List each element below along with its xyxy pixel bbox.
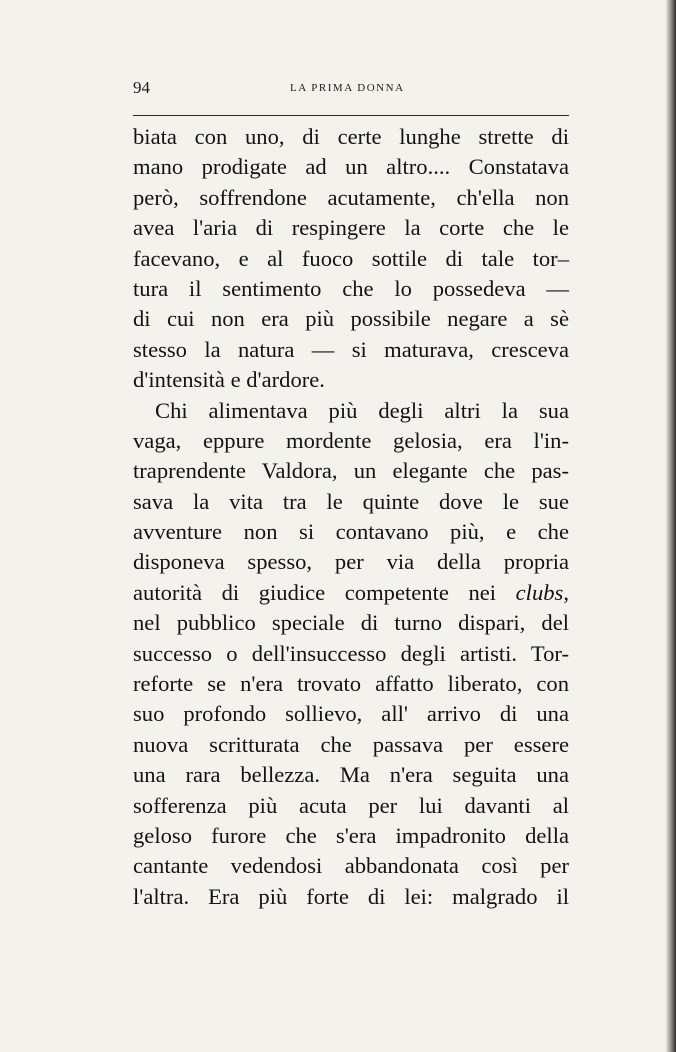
- text-line: sava la vita tra le quinte dove le sue: [133, 488, 569, 514]
- text-line: l'altra. Era più forte di lei: malgrado il: [133, 883, 569, 909]
- italic-word: clubs: [515, 579, 564, 605]
- text-line: nuova scritturata che passava per essere: [133, 731, 569, 757]
- text-line: di cui non era più possibile negare a sè: [133, 306, 569, 332]
- header-rule: [133, 115, 569, 116]
- text-line: vaga, eppure mordente gelosia, era l'in-: [133, 427, 569, 453]
- page-number: 94: [133, 78, 150, 97]
- text-line: reforte se n'era trovato affatto liberato, con: [133, 671, 569, 697]
- text-line: tura il sentimento che lo possedeva —: [133, 275, 569, 301]
- page-edge-shadow: [666, 0, 676, 1052]
- body-text: [133, 122, 569, 912]
- text-line: facevano, e al fuoco sottile di tale tor–: [133, 245, 569, 271]
- text-line: avea l'aria di respingere la corte che le: [133, 215, 569, 241]
- running-title: LA PRIMA DONNA: [290, 82, 405, 94]
- text-line: d'intensità e d'ardore.: [133, 367, 325, 393]
- text-line: una rara bellezza. Ma n'era seguita una: [133, 762, 569, 788]
- text-line: Chi alimentava più degli altri la sua: [155, 397, 569, 423]
- text-line: traprendente Valdora, un elegante che pas-: [133, 458, 569, 484]
- text-line: sofferenza più acuta per lui davanti al: [133, 792, 569, 818]
- text-line: cantante vedendosi abbandonata così per: [133, 853, 569, 879]
- text-line: successo o dell'insuccesso degli artisti. Tor-: [133, 640, 569, 666]
- text-line: avventure non si contavano più, e che: [133, 519, 569, 545]
- text-line: suo profondo sollievo, all' arrivo di una: [133, 701, 569, 727]
- page-header: [133, 78, 569, 96]
- text-line: mano prodigate ad un altro.... Constatava: [133, 154, 569, 180]
- text-line: biata con uno, di certe lunghe strette di: [133, 124, 569, 149]
- text-line: geloso furore che s'era impadronito della: [133, 822, 569, 848]
- text-line: nel pubblico speciale di turno dispari, del: [133, 610, 569, 636]
- text-line: però, soffrendone acutamente, ch'ella non: [133, 184, 569, 210]
- text-line: stesso la natura — si maturava, cresceva: [133, 336, 569, 362]
- text-line: disponeva spesso, per via della propria: [133, 549, 569, 575]
- text-line: autorità di giudice competente nei clubs,: [133, 579, 569, 605]
